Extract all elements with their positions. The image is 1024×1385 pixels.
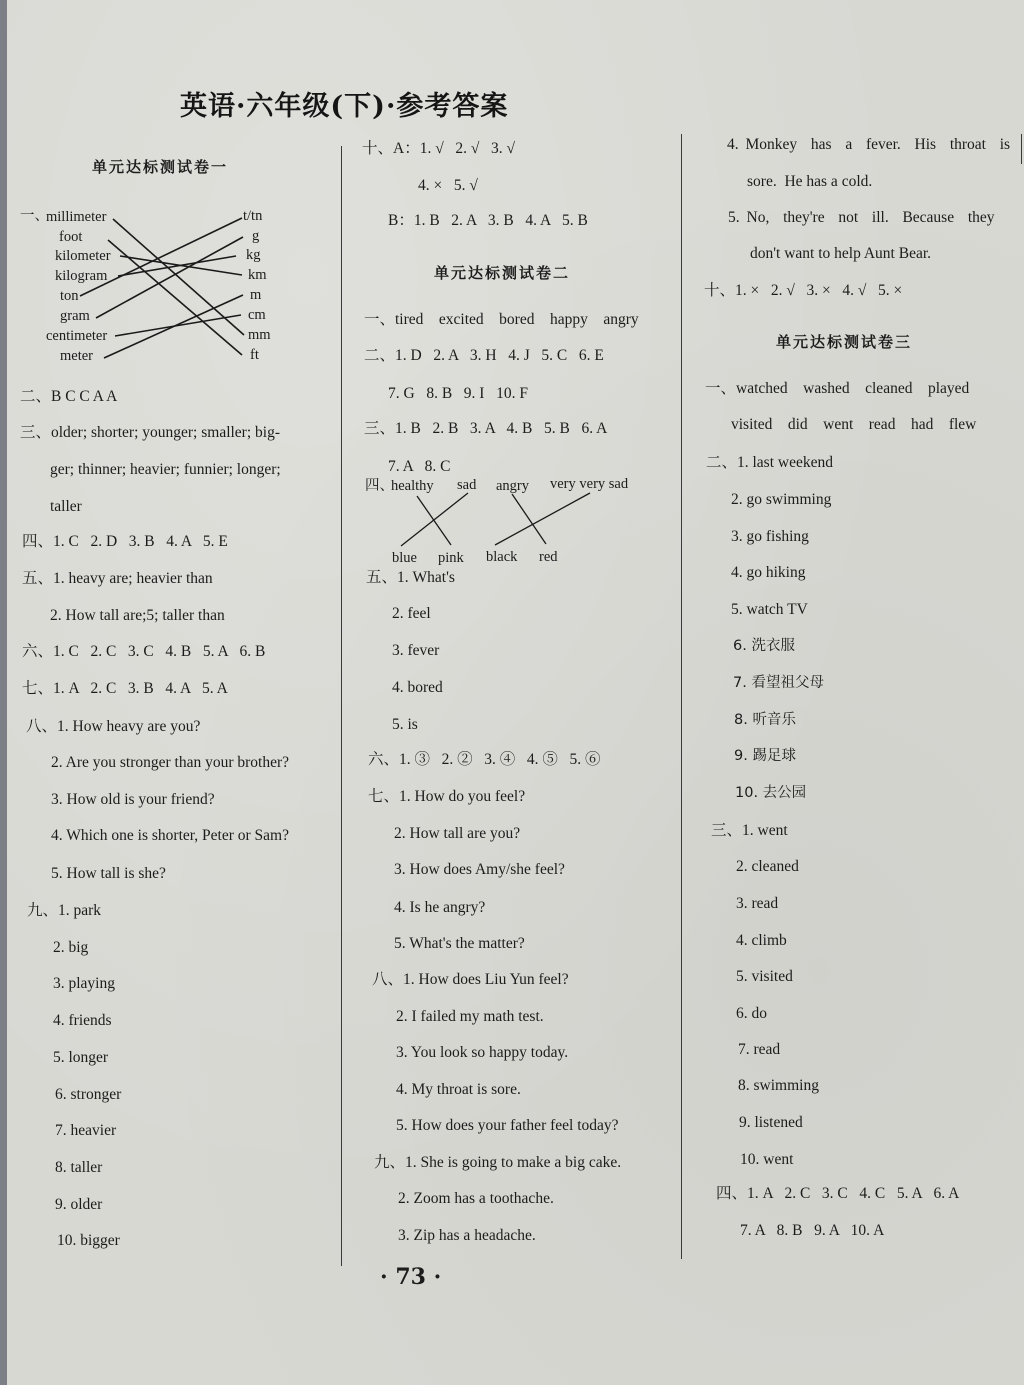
answer-line: 7. A 8. C [388, 458, 451, 475]
match-right-item: km [248, 267, 267, 283]
answer-line: 8. 听音乐 [734, 712, 796, 728]
answer-line: 三、older; shorter; younger; smaller; big- [20, 424, 280, 441]
match-right-item: cm [248, 307, 266, 323]
answer-line: 五、1. What's [366, 569, 455, 586]
answer-line: 三、1. B 2. B 3. A 4. B 5. B 6. A [364, 420, 608, 437]
answer-line: 5. is [392, 716, 418, 733]
match-right-item: m [250, 287, 262, 303]
unit-heading-2: 单元达标测试卷二 [434, 264, 571, 282]
answer-line: 四、1. A 2. C 3. C 4. C 5. A 6. A [716, 1185, 960, 1202]
answer-line: 3. fever [392, 642, 440, 659]
matching-prefix: 四、 [365, 478, 394, 494]
answer-line: 9. listened [739, 1114, 803, 1131]
answer-line: 4. Monkey has a fever. His throat is [727, 136, 1011, 153]
answer-line: 七、1. How do you feel? [368, 788, 526, 805]
answer-line: 九、1. She is going to make a big cake. [374, 1154, 622, 1171]
answer-line: 3. read [736, 895, 779, 912]
match-left-item: gram [60, 308, 90, 324]
answer-line: 3. You look so happy today. [396, 1044, 569, 1061]
answer-line: 2. I failed my math test. [396, 1008, 544, 1025]
answer-line: 八、1. How heavy are you? [26, 718, 201, 735]
answer-line: 2. go swimming [731, 491, 832, 508]
answer-line: 9. 踢足球 [734, 748, 796, 764]
match-left-item: meter [60, 348, 94, 364]
match-bottom-item: black [486, 549, 518, 565]
match-right-item: ft [250, 347, 259, 363]
answer-line: 5. What's the matter? [394, 935, 525, 952]
answer-line: 4. × 5. √ [418, 177, 478, 194]
answer-line: 10. went [740, 1151, 794, 1168]
answer-line: 十、1. × 2. √ 3. × 4. √ 5. × [704, 282, 903, 299]
answer-line: 7. 看望祖父母 [733, 675, 824, 691]
answer-line: 8. taller [55, 1159, 103, 1176]
answer-line: 7. read [738, 1041, 781, 1058]
answer-line: 2. How tall are you? [394, 825, 521, 842]
answer-line: 六、1. ③ 2. ② 3. ④ 4. ⑤ 5. ⑥ [368, 751, 601, 768]
answer-line: 九、1. park [27, 902, 102, 919]
answer-line: 6. 洗衣服 [733, 638, 795, 654]
answer-line: 5. How does your father feel today? [396, 1117, 619, 1134]
match-left-item: foot [59, 229, 83, 245]
answer-line: sore. He has a cold. [747, 173, 873, 190]
answer-line: 4. go hiking [731, 564, 806, 581]
answer-line: 七、1. A 2. C 3. B 4. A 5. A [22, 680, 228, 697]
answer-line: 2. feel [392, 605, 431, 622]
match-left-item: centimeter [46, 328, 108, 344]
answer-line: 2. big [53, 939, 89, 956]
answer-line: 5. watch TV [731, 601, 808, 618]
answer-line: 八、1. How does Liu Yun feel? [372, 971, 569, 988]
answer-line: 4. friends [53, 1012, 112, 1029]
answer-line: 5. longer [53, 1049, 109, 1066]
answer-line: visited did went read had flew [731, 416, 977, 433]
match-left-item: kilometer [55, 248, 111, 264]
answer-line: 8. swimming [738, 1077, 819, 1094]
match-bottom-item: blue [392, 550, 417, 566]
answer-line: 6. do [736, 1005, 767, 1022]
page-title: 英语·六年级(下)·参考答案 [180, 91, 509, 122]
answer-line: taller [50, 498, 82, 515]
answer-line: 3. How does Amy/she feel? [394, 861, 565, 878]
answer-line: 4. My throat is sore. [396, 1081, 521, 1098]
answer-line: 4. bored [392, 679, 443, 696]
answer-line: don't want to help Aunt Bear. [750, 245, 932, 262]
match-bottom-item: red [539, 549, 558, 565]
answer-line: 2. How tall are;5; taller than [50, 607, 225, 624]
answer-line: 9. older [55, 1196, 103, 1213]
answer-line: 三、1. went [711, 822, 788, 839]
unit-heading-3: 单元达标测试卷三 [776, 333, 913, 351]
answer-line: 二、1. last weekend [706, 454, 833, 471]
answer-line: 3. Zip has a headache. [398, 1227, 536, 1244]
answer-line: 6. stronger [55, 1086, 122, 1103]
match-top-item: very very sad [550, 476, 629, 492]
match-bottom-item: pink [438, 550, 464, 566]
answer-line: 10. 去公园 [735, 785, 807, 801]
answer-line: 7. heavier [55, 1122, 117, 1139]
answer-line: 5. visited [736, 968, 793, 985]
matching-prefix: 一、 [20, 208, 49, 224]
answer-line: 4. climb [736, 932, 787, 949]
answer-line: B：1. B 2. A 3. B 4. A 5. B [388, 212, 588, 229]
match-right-item: kg [246, 247, 261, 263]
answer-line: 一、watched washed cleaned played [705, 380, 970, 397]
answer-line: 五、1. heavy are; heavier than [22, 570, 213, 587]
match-top-item: sad [457, 477, 477, 493]
answer-line: 2. cleaned [736, 858, 799, 875]
page-number: · 73 · [380, 1264, 442, 1290]
match-right-item: g [252, 228, 260, 244]
answer-line: 2. Are you stronger than your brother? [51, 754, 290, 771]
match-top-item: healthy [391, 478, 434, 494]
answer-line: 4. Is he angry? [394, 899, 486, 916]
answer-line: 7. A 8. B 9. A 10. A [740, 1222, 885, 1239]
answer-line: 5. No, they're not ill. Because they [728, 209, 995, 226]
answer-line: 4. Which one is shorter, Peter or Sam? [51, 827, 289, 844]
answer-line: 10. bigger [57, 1232, 120, 1249]
answer-line: 2. Zoom has a toothache. [398, 1190, 554, 1207]
answer-line: 十、A：1. √ 2. √ 3. √ [362, 140, 515, 157]
answer-line: 3. go fishing [731, 528, 809, 545]
match-right-item: t/tn [243, 208, 263, 224]
match-left-item: kilogram [55, 268, 108, 284]
answer-line: 一、tired excited bored happy angry [364, 311, 639, 328]
answer-line: 5. How tall is she? [51, 865, 166, 882]
answer-line: 二、B C C A A [20, 388, 118, 405]
answer-line: 六、1. C 2. C 3. C 4. B 5. A 6. B [22, 643, 266, 660]
unit-heading-1: 单元达标测试卷一 [92, 158, 229, 176]
answer-line: ger; thinner; heavier; funnier; longer; [50, 461, 281, 478]
match-right-item: mm [248, 327, 271, 343]
answer-line: 3. How old is your friend? [51, 791, 215, 808]
match-left-item: millimeter [46, 209, 107, 225]
answer-line: 二、1. D 2. A 3. H 4. J 5. C 6. E [364, 347, 604, 364]
match-left-item: ton [60, 288, 79, 304]
answer-line: 四、1. C 2. D 3. B 4. A 5. E [22, 533, 228, 550]
answer-line: 3. playing [53, 975, 115, 992]
match-top-item: angry [496, 478, 530, 494]
answer-line: 7. G 8. B 9. I 10. F [388, 385, 528, 402]
